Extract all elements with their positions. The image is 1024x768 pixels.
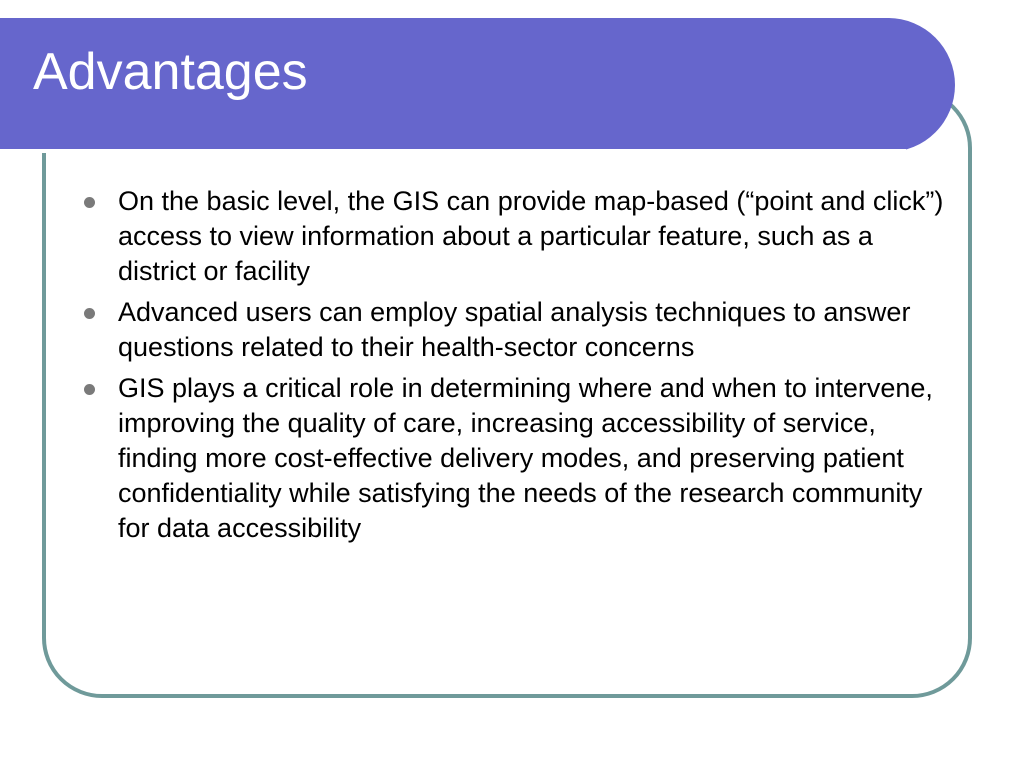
slide-title: Advantages — [33, 43, 308, 101]
bullet-text: GIS plays a critical role in determining where and when to intervene, improving the quality of care, increasing accessibility of service, finding more cost-effective delivery modes, and preserving patient confidentiality while satisfying the needs of the research community for data accessibility — [118, 373, 933, 543]
bullet-item — [84, 295, 944, 365]
bullet-dot-icon — [84, 197, 95, 208]
bullet-item — [84, 184, 944, 289]
bullet-item — [84, 371, 944, 546]
bullet-dot-icon — [84, 308, 95, 319]
bullet-dot-icon — [84, 384, 95, 395]
bullet-text: On the basic level, the GIS can provide map-based (“point and click”) access to view information about a particular feature, such as a district or facility — [118, 186, 944, 286]
title-underline — [0, 149, 906, 153]
bullet-list — [84, 184, 944, 552]
bullet-text: Advanced users can employ spatial analysis techniques to answer questions related to their health-sector concerns — [118, 297, 911, 362]
